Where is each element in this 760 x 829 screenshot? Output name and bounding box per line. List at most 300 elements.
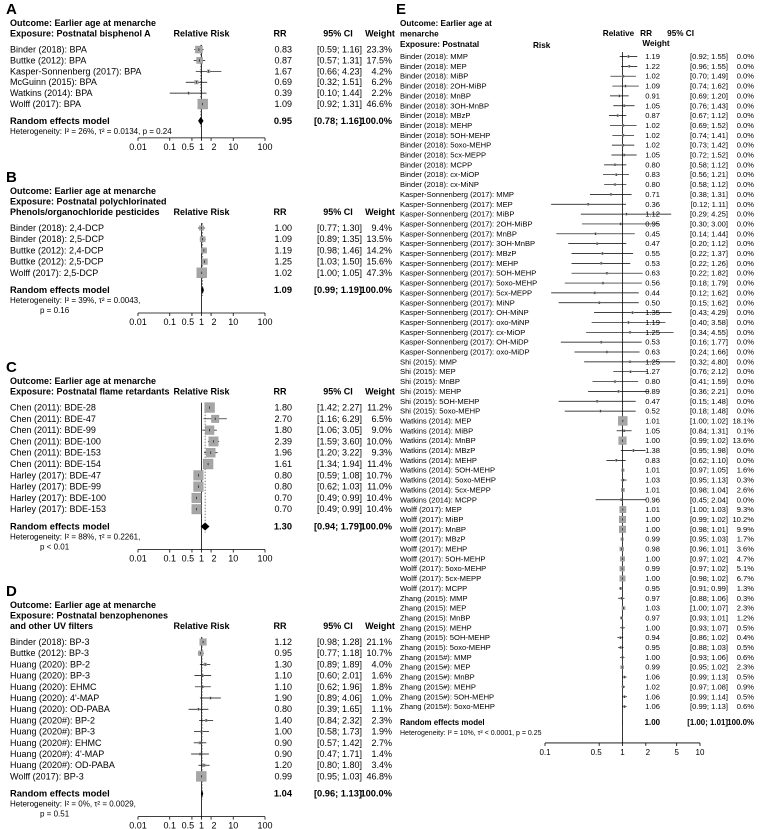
weight-value: 14.2% <box>366 245 392 256</box>
study-label: Kasper-Sonnenberg (2017): MEHP <box>400 258 519 268</box>
study-label: Binder (2018): BPA <box>10 44 87 55</box>
rr-value: 0.91 <box>645 91 660 101</box>
rr-value: 0.95 <box>274 648 292 659</box>
ci-value: [0.62; 1.10] <box>690 455 728 465</box>
study-label: Chen (2011): BDE-153 <box>10 447 101 458</box>
study-label: Kasper-Sonnenberg (2017): MiBP <box>400 209 515 219</box>
rr-value: 0.55 <box>645 249 660 258</box>
rr-value: 2.39 <box>274 436 292 447</box>
weight-value: 0.0% <box>736 180 754 190</box>
weight-value: 0.0% <box>736 111 754 121</box>
rr-value: 1.02 <box>274 267 292 278</box>
rr-value: 1.01 <box>645 465 660 475</box>
x-tick-label: 2 <box>211 820 217 829</box>
summary-ci: [0.78; 1.16] <box>313 115 362 126</box>
study-label: McGuinn (2015): BPA <box>10 77 97 88</box>
weight-value: 1.6% <box>736 465 754 475</box>
heterogeneity-text: p = 0.51 <box>40 809 70 819</box>
ci-value: [0.57; 1.31] <box>316 55 362 66</box>
rr-value: 0.99 <box>274 771 292 782</box>
relative-risk-header: Relative Risk <box>173 207 230 217</box>
weight-value: 1.7% <box>736 534 754 544</box>
ci-value: [0.73; 1.42] <box>690 140 728 150</box>
rr-value: 1.22 <box>645 61 660 71</box>
weight-value: 0.0% <box>736 160 754 170</box>
summary-ci: [0.96; 1.13] <box>313 788 362 799</box>
weight-value: 1.0% <box>371 693 392 703</box>
weight-value: 1.9% <box>371 726 392 737</box>
study-label: Huang (2020#): BP-2 <box>10 715 96 726</box>
ci-value: [0.99; 1.13] <box>690 702 728 712</box>
study-label: Buttke (2012): 2,5-DCP <box>10 256 104 267</box>
weight-value: 9.3% <box>371 447 392 458</box>
rr-value: 0.90 <box>274 749 292 759</box>
rr-value: 0.97 <box>645 593 660 603</box>
ci-value: [0.22; 1.26] <box>690 258 728 268</box>
x-tick-label: 10 <box>228 553 239 564</box>
study-label: Binder (2018): cx-MiNP <box>400 180 479 190</box>
ci-header: 95% CI <box>323 386 353 397</box>
weight-value: 0.0% <box>736 347 754 357</box>
study-label: Zhang (2015): MnBP <box>400 613 471 623</box>
weight-value: 1.8% <box>371 681 392 692</box>
ci-value: [0.99; 1.14] <box>690 692 728 702</box>
rr-header: RR <box>273 28 287 39</box>
study-label: Kasper-Sonnenberg (2017): 5OH-MEHP <box>400 268 537 278</box>
ci-value: [0.99; 1.13] <box>690 672 728 682</box>
ci-value: [0.22; 1.37] <box>690 249 728 258</box>
study-label: Wolff (2017): MiBP <box>400 514 464 524</box>
ci-value: [0.32; 4.80] <box>690 357 728 367</box>
ci-value: [0.84; 2.32] <box>316 715 362 726</box>
rr-value: 1.00 <box>645 524 660 534</box>
ci-value: [0.97; 1.08] <box>690 682 728 692</box>
weight-value: 13.6% <box>732 436 754 446</box>
rr-value: 0.63 <box>645 268 660 278</box>
rr-value: 1.90 <box>274 693 292 703</box>
weight-value: 2.3% <box>736 603 754 613</box>
rr-value: 1.00 <box>645 514 660 524</box>
x-tick-label: 10 <box>228 317 239 327</box>
study-label: Watkins (2014): MBzP <box>400 446 476 455</box>
weight-value: 10.7% <box>366 470 392 481</box>
ci-value: [0.56; 1.21] <box>690 170 728 180</box>
ci-value: [0.70; 1.49] <box>690 71 728 81</box>
panel-letter: D <box>6 583 17 600</box>
study-label: Kasper-Sonnenberg (2017): MMP <box>400 189 514 199</box>
ci-value: [1.00; 1.05] <box>316 267 362 278</box>
rr-value: 0.80 <box>645 377 660 387</box>
weight-value: 9.9% <box>736 524 754 534</box>
ci-value: [1.34; 1.94] <box>316 459 362 469</box>
weight-value: 0.5% <box>736 623 754 633</box>
rr-value: 0.39 <box>274 88 292 99</box>
x-tick-label: 0.01 <box>129 820 147 829</box>
weight-header: Weight <box>365 621 395 631</box>
study-label: Wolff (2017): BP-3 <box>10 771 84 782</box>
weight-value: 0.0% <box>736 268 754 278</box>
exposure-label: Exposure: Postnatal bisphenol A <box>10 28 151 39</box>
weight-value: 0.3% <box>736 475 754 485</box>
x-tick-label: 2 <box>645 747 651 757</box>
rr-value: 0.70 <box>274 504 292 515</box>
study-label: Zhang (2015): 5oxo-MEHP <box>400 643 491 652</box>
summary-ci: [1.00; 1.01] <box>687 717 728 727</box>
study-label: Zhang (2015): MEP <box>400 603 467 613</box>
rr-value: 1.02 <box>645 120 660 130</box>
rr-value: 0.63 <box>645 347 660 357</box>
rr-value: 0.95 <box>645 219 660 229</box>
weight-value: 2.6% <box>736 485 754 495</box>
study-label: Binder (2018): 5cx-MEPP <box>400 150 487 160</box>
ci-value: [0.96; 1.01] <box>690 544 728 554</box>
weight-value: 1.6% <box>371 670 392 681</box>
study-label: Watkins (2014): 5oxo-MEHP <box>400 475 496 485</box>
x-tick-label: 0.5 <box>181 141 195 152</box>
rr-value: 1.27 <box>645 367 660 377</box>
ci-value: [0.58; 1.73] <box>316 726 362 737</box>
weight-value: 0.0% <box>736 455 754 465</box>
ci-value: [0.88; 1.06] <box>690 593 728 603</box>
ci-value: [0.92; 1.31] <box>316 99 362 109</box>
study-label: Zhang (2015#): 5OH-MEHP <box>400 692 495 702</box>
ci-value: [0.99; 1.02] <box>690 436 728 446</box>
weight-value: 17.5% <box>366 55 392 66</box>
study-label: Binder (2018): MiBP <box>400 71 469 81</box>
study-label: Kasper-Sonnenberg (2017): 2OH-MiBP <box>400 219 533 229</box>
rr-value: 0.71 <box>645 189 660 199</box>
weight-value: 10.4% <box>366 504 392 515</box>
study-label: Watkins (2014): MEHP <box>400 455 477 465</box>
x-tick-label: 0.5 <box>181 820 195 829</box>
rr-value: 0.99 <box>645 534 660 544</box>
ci-value: [1.20; 3.22] <box>316 447 362 458</box>
panel-letter: A <box>6 1 17 18</box>
study-label: Shi (2015): 5oxo-MEHP <box>400 406 481 416</box>
ci-value: [0.22; 1.82] <box>690 268 728 278</box>
x-tick-label: 2 <box>211 553 217 564</box>
study-label: Buttke (2012): 2,4-DCP <box>10 245 104 256</box>
study-label: Binder (2018): 2,4-DCP <box>10 223 105 233</box>
ci-value: [0.97; 1.02] <box>690 554 728 564</box>
ci-value: [0.14; 1.44] <box>690 229 728 239</box>
outcome-label: Outcome: Earlier age at <box>400 19 492 28</box>
rr-value: 1.38 <box>645 446 660 455</box>
x-tick-label: 1 <box>198 141 205 152</box>
outcome-label: Outcome: Earlier age at menarche <box>10 18 157 28</box>
weight-value: 0.0% <box>736 258 754 268</box>
rr-value: 1.25 <box>645 357 660 367</box>
ci-value: [0.57; 1.42] <box>316 737 362 748</box>
weight-header: Weight <box>365 207 395 217</box>
rr-value: 0.96 <box>645 495 660 505</box>
study-label: Wolff (2017): 5cx-MEPP <box>400 574 482 584</box>
rr-value: 1.01 <box>645 505 660 515</box>
study-label: Wolff (2017): MnBP <box>400 524 466 534</box>
ci-value: [0.58; 1.12] <box>690 180 728 190</box>
weight-value: 0.0% <box>736 209 754 219</box>
weight-value: 3.6% <box>736 544 754 554</box>
weight-value: 4.7% <box>736 554 754 564</box>
study-label: Kasper-Sonnenberg (2017): MnBP <box>400 229 517 239</box>
rr-value: 0.44 <box>645 288 660 298</box>
weight-value: 0.5% <box>736 672 754 682</box>
heterogeneity-text: p < 0.01 <box>40 542 70 552</box>
heterogeneity-text: Heterogeneity: I² = 10%, τ² < 0.0001, p = 0.25 <box>400 729 542 737</box>
rr-value: 1.19 <box>274 245 292 256</box>
ci-value: [0.59; 1.16] <box>316 44 362 55</box>
rr-value: 1.35 <box>645 308 660 318</box>
ci-value: [0.95; 1.03] <box>690 534 728 544</box>
study-label: Huang (2020#): 4'-MAP <box>10 749 105 759</box>
summary-label: Random effects model <box>10 788 110 799</box>
study-label: Kasper-Sonnenberg (2017): 5cx-MEPP <box>400 288 533 298</box>
panel-letter: E <box>396 1 407 18</box>
study-label: Binder (2018): 5oxo-MEHP <box>400 140 492 150</box>
study-label: Kasper-Sonnenberg (2017): oxo-MiNP <box>400 317 530 327</box>
study-label: Harley (2017): BDE-99 <box>10 481 102 492</box>
study-label: Zhang (2015): 5OH-MEHP <box>400 633 490 643</box>
x-tick-label: 100 <box>257 141 273 152</box>
summary-diamond <box>198 117 203 125</box>
weight-value: 9.4% <box>371 223 392 233</box>
ci-value: [0.88; 1.03] <box>690 643 728 652</box>
ci-value: [0.36; 2.21] <box>690 386 728 396</box>
study-label: Watkins (2014): BPA <box>10 88 93 99</box>
summary-rr: 1.00 <box>644 717 660 727</box>
study-label: Binder (2018): MnBP <box>400 91 471 101</box>
ci-value: [0.40; 3.58] <box>690 317 728 327</box>
ci-value: [0.38; 1.31] <box>690 189 728 199</box>
study-label: Wolff (2017): MCPP <box>400 583 468 593</box>
weight-value: 0.3% <box>736 593 754 603</box>
weight-value: 1.3% <box>736 583 754 593</box>
study-label: Huang (2020): BP-2 <box>10 659 91 670</box>
study-label: Wolff (2017): 5OH-MEHP <box>400 554 486 564</box>
weight-value: 1.2% <box>736 613 754 623</box>
weight-value: 0.0% <box>736 327 754 337</box>
x-tick-label: 0.01 <box>129 317 147 327</box>
study-label: Buttke (2012): BPA <box>10 55 87 66</box>
ci-value: [0.74; 1.41] <box>690 130 728 140</box>
ci-value: [0.80; 1.80] <box>316 760 362 771</box>
study-label: Wolff (2017): 2,5-DCP <box>10 267 99 278</box>
summary-label: Random effects model <box>10 115 110 126</box>
study-label: Binder (2018): MBzP <box>400 111 471 121</box>
weight-value: 0.0% <box>736 199 754 209</box>
panel-c <box>6 359 395 564</box>
rr-value: 1.09 <box>274 234 292 245</box>
study-label: Kasper-Sonnenberg (2017): oxo-MiDP <box>400 347 530 357</box>
weight-value: 0.0% <box>736 71 754 81</box>
study-label: Zhang (2015): MMP <box>400 593 468 603</box>
weight-value: 0.0% <box>736 396 754 406</box>
weight-value: 0.0% <box>736 446 754 455</box>
weight-value: 6.7% <box>736 574 754 584</box>
study-label: Zhang (2015#): MMP <box>400 652 472 662</box>
summary-label: Random effects model <box>10 285 110 295</box>
rr-value: 0.95 <box>645 643 660 652</box>
rr-value: 0.99 <box>645 662 660 672</box>
ci-value: [0.95; 1.13] <box>690 475 728 485</box>
ci-value: [0.12; 1.62] <box>690 288 728 298</box>
ci-value: [0.15; 1.48] <box>690 396 728 406</box>
rr-value: 0.53 <box>645 337 660 347</box>
ci-value: [0.98; 1.01] <box>690 524 728 534</box>
x-tick-label: 0.5 <box>181 553 195 564</box>
x-tick-label: 0.1 <box>539 747 551 757</box>
exposure-label: and other UV filters <box>10 621 94 631</box>
study-label: Chen (2011): BDE-100 <box>10 436 101 447</box>
rr-value: 0.87 <box>645 111 660 121</box>
rr-value: 0.50 <box>645 298 660 308</box>
weight-value: 0.0% <box>736 377 754 387</box>
ci-value: [0.72; 1.52] <box>690 150 728 160</box>
weight-value: 0.0% <box>736 170 754 180</box>
ci-value: [0.92; 1.55] <box>690 52 728 61</box>
study-label: Wolff (2017): MBzP <box>400 534 466 544</box>
rr-value: 1.19 <box>645 52 660 61</box>
weight-value: 0.0% <box>736 495 754 505</box>
study-label: Binder (2018): MEP <box>400 61 467 71</box>
summary-weight: 100.0% <box>360 788 392 799</box>
rr-value: 1.00 <box>645 652 660 662</box>
summary-rr: 1.04 <box>273 788 292 799</box>
weight-value: 0.0% <box>736 406 754 416</box>
heterogeneity-text: Heterogeneity: I² = 26%, τ² = 0.0134, p = 0.24 <box>10 126 172 136</box>
rr-value: 1.05 <box>645 101 660 111</box>
study-label: Huang (2020): OD-PABA <box>10 704 110 715</box>
weight-value: 0.0% <box>736 249 754 258</box>
x-tick-label: 0.1 <box>163 317 177 327</box>
outcome-label: Outcome: Earlier age at menarche <box>10 376 157 386</box>
weight-header: Weight <box>365 386 395 397</box>
rr-value: 0.83 <box>274 44 292 55</box>
ci-value: [0.76; 2.12] <box>690 367 728 377</box>
rr-value: 1.80 <box>274 402 292 413</box>
rr-value: 1.80 <box>274 425 292 436</box>
weight-value: 3.4% <box>371 760 392 771</box>
ci-header: 95% CI <box>323 28 353 39</box>
rr-value: 1.25 <box>645 327 660 337</box>
x-tick-label: 0.5 <box>181 317 195 327</box>
heterogeneity-text: Heterogeneity: I² = 0%, τ² = 0.0029, <box>10 799 136 809</box>
weight-value: 0.0% <box>736 386 754 396</box>
ci-value: [1.00; 1.07] <box>690 603 728 613</box>
ci-value: [0.62; 1.03] <box>316 481 362 492</box>
ci-value: [0.66; 4.23] <box>316 66 362 77</box>
weight-value: 0.0% <box>736 229 754 239</box>
ci-value: [0.89; 1.89] <box>316 659 362 670</box>
weight-value: 0.0% <box>736 337 754 347</box>
rr-value: 1.30 <box>274 659 292 670</box>
weight-value: 5.1% <box>736 564 754 574</box>
study-label: Binder (2018): MMP <box>400 52 468 61</box>
ci-value: [0.98; 1.02] <box>690 574 728 584</box>
study-label: Chen (2011): BDE-154 <box>10 459 101 469</box>
weight-value: 46.8% <box>366 771 392 782</box>
weight-header: Weight <box>365 28 395 39</box>
rr-value: 1.12 <box>645 209 660 219</box>
ci-value: [0.49; 0.99] <box>316 492 362 503</box>
study-label: Watkins (2014): MiBP <box>400 426 474 436</box>
summary-ci: [0.99; 1.19] <box>313 285 362 295</box>
ci-value: [0.77; 1.30] <box>316 223 362 233</box>
panel-d <box>6 583 395 829</box>
rr-value: 1.96 <box>274 447 292 458</box>
ci-value: [0.18; 1.79] <box>690 278 728 288</box>
weight-header: Weight <box>642 39 670 48</box>
x-tick-label: 10 <box>228 820 239 829</box>
ci-value: [0.69; 1.20] <box>690 91 728 101</box>
weight-value: 13.5% <box>366 234 392 245</box>
weight-value: 11.0% <box>367 481 392 492</box>
rr-header: RR <box>273 207 287 217</box>
exposure-label: Exposure: Postnatal <box>400 40 480 49</box>
weight-value: 0.4% <box>736 633 754 643</box>
ci-value: [0.60; 2.01] <box>316 670 362 681</box>
ci-value: [0.93; 1.06] <box>690 652 728 662</box>
weight-value: 0.9% <box>736 682 754 692</box>
panel-b <box>6 169 395 327</box>
weight-value: 0.0% <box>736 308 754 318</box>
rr-value: 0.83 <box>645 170 660 180</box>
study-label: Shi (2015): MEHP <box>400 386 462 396</box>
weight-value: 47.3% <box>366 267 392 278</box>
rr-value: 1.02 <box>645 682 660 692</box>
study-label: Huang (2020): EHMC <box>10 681 97 692</box>
weight-value: 0.6% <box>736 652 754 662</box>
rr-value: 1.10 <box>274 670 292 681</box>
rr-value: 1.19 <box>645 317 660 327</box>
rr-value: 1.00 <box>274 726 292 737</box>
ci-value: [0.15; 1.62] <box>690 298 728 308</box>
weight-value: 0.0% <box>736 150 754 160</box>
weight-value: 0.0% <box>736 91 754 101</box>
x-tick-label: 5 <box>674 747 679 757</box>
ci-value: [1.16; 6.29] <box>316 413 362 424</box>
summary-weight: 100.0% <box>360 285 392 295</box>
study-label: Shi (2015): 5OH-MEHP <box>400 396 480 406</box>
ci-value: [0.62; 1.96] <box>316 681 362 692</box>
weight-value: 10.7% <box>366 648 392 659</box>
ci-value: [1.00; 1.03] <box>690 505 728 515</box>
ci-value: [0.29; 4.25] <box>690 209 728 219</box>
weight-value: 9.3% <box>736 505 754 515</box>
study-label: Harley (2017): BDE-100 <box>10 492 107 503</box>
rr-value: 0.90 <box>274 737 292 748</box>
study-label: Binder (2018): 5OH-MEHP <box>400 130 491 140</box>
weight-value: 46.6% <box>366 99 392 109</box>
rr-value: 0.98 <box>645 544 660 554</box>
study-label: Wolff (2017): MEP <box>400 505 462 515</box>
x-tick-label: 0.01 <box>129 141 147 152</box>
rr-value: 0.80 <box>274 704 292 715</box>
study-label: Kasper-Sonnenberg (2017): MiNP <box>400 298 515 308</box>
rr-value: 0.56 <box>645 278 660 288</box>
ci-value: [0.18; 1.48] <box>690 406 728 416</box>
heterogeneity-text: p = 0.16 <box>40 306 70 315</box>
study-label: Binder (2018): 3OH-MnBP <box>400 101 490 111</box>
weight-value: 0.0% <box>736 367 754 377</box>
weight-value: 0.0% <box>736 61 754 71</box>
weight-value: 2.2% <box>371 88 392 99</box>
rr-value: 0.80 <box>274 470 292 481</box>
rr-value: 1.40 <box>274 715 292 726</box>
exposure-label: Exposure: Postnatal benzophenones <box>10 610 169 621</box>
rr-header: RR <box>273 621 287 631</box>
ci-value: [0.39; 1.65] <box>316 704 362 715</box>
